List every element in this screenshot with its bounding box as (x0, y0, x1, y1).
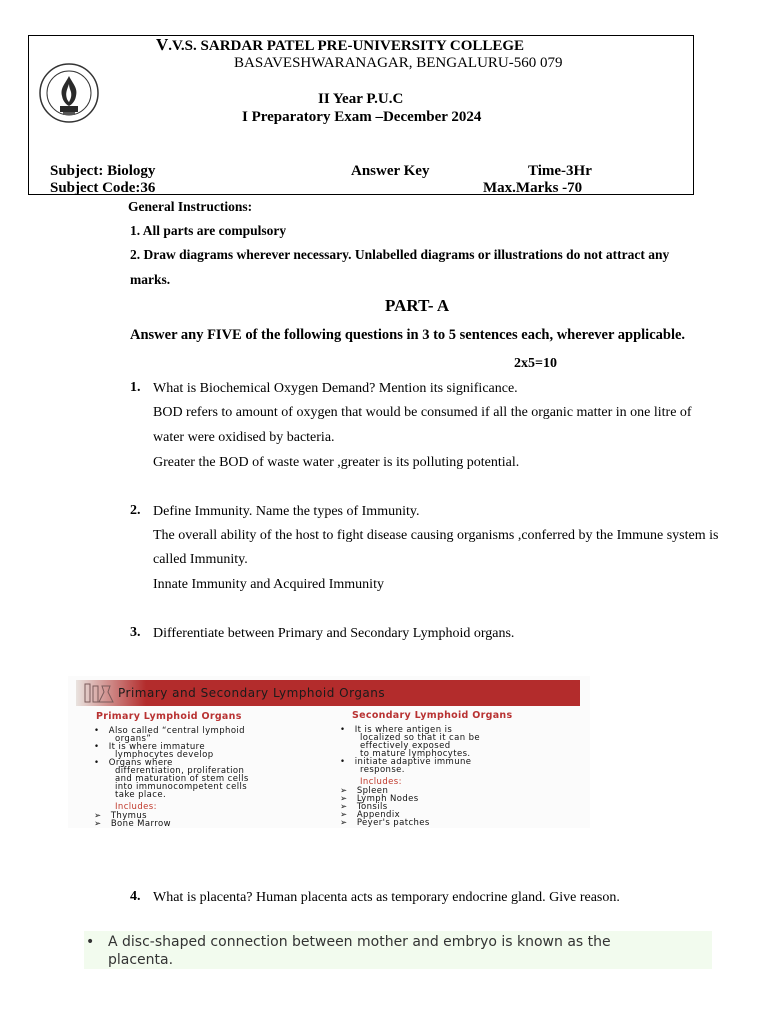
secondary-item: • It is where antigen is (340, 725, 453, 735)
instructions-title: General Instructions: (128, 199, 253, 214)
answer-4-bullet: • (86, 934, 95, 950)
max-marks-label: Max.Marks -70 (483, 180, 583, 196)
college-name: V.V.S. SARDAR PATEL PRE-UNIVERSITY COLLEGE (156, 35, 525, 54)
primary-include-item: ➢ Bone Marrow (94, 819, 171, 829)
answer-2-line-1: The overall ability of the host to fight disease causing organisms ,conferred by the Immune system is (153, 528, 719, 543)
secondary-includes-label: Includes: (360, 777, 402, 787)
secondary-organs-list (340, 726, 580, 827)
college-seal-logo (38, 62, 100, 124)
subject-label: Subject: Biology (50, 163, 156, 179)
secondary-organs-heading: Secondary Lymphoid Organs (352, 710, 513, 721)
secondary-include-item: ➢ Spleen (340, 786, 389, 796)
answer-4-line-2: placenta. (108, 952, 174, 968)
answer-2-line-3: Innate Immunity and Acquired Immunity (153, 577, 384, 592)
part-a-directive: Answer any FIVE of the following questions in 3 to 5 sentences each, wherever applicable. (130, 327, 686, 343)
answer-1-line-3: Greater the BOD of waste water ,greater is its polluting potential. (153, 455, 520, 470)
secondary-item: • initiate adaptive immune (340, 757, 472, 767)
instruction-item-2: 2. Draw diagrams wherever necessary. Unlabelled diagrams or illustrations do not attract any (130, 247, 670, 262)
question-3-text: Differentiate between Primary and Secondary Lymphoid organs. (153, 626, 515, 641)
part-a-title: PART- A (385, 296, 450, 315)
question-4-text: What is placenta? Human placenta acts as temporary endocrine gland. Give reason. (153, 890, 620, 905)
secondary-include-item: ➢ Appendix (340, 810, 401, 820)
primary-organs-heading: Primary Lymphoid Organs (96, 711, 242, 722)
primary-organs-list (94, 727, 334, 828)
answer-2-line-2: called Immunity. (153, 552, 248, 567)
answer-1-line-1: BOD refers to amount of oxygen that would be consumed if all the organic matter in one litre of (153, 405, 692, 420)
primary-includes-label: Includes: (115, 802, 157, 812)
diagram-title: Primary and Secondary Lymphoid Organs (118, 686, 386, 700)
secondary-include-item: ➢ Tonsils (340, 802, 388, 812)
question-3-number: 3. (130, 625, 141, 640)
primary-item: • It is where immature (94, 742, 205, 752)
course-year: II Year P.U.C (318, 91, 404, 107)
answer-4-line-1: A disc-shaped connection between mother and embryo is known as the (108, 934, 611, 950)
instruction-item-2-cont: marks. (130, 272, 171, 287)
answer-key-label: Answer Key (351, 163, 430, 179)
lab-glassware-icon (82, 682, 116, 704)
question-2-text: Define Immunity. Name the types of Immunity. (153, 504, 420, 519)
secondary-item: effectively exposed (360, 741, 451, 751)
instruction-item-1: 1. All parts are compulsory (130, 223, 287, 238)
time-label: Time-3Hr (528, 163, 592, 179)
primary-item: take place. (115, 790, 167, 800)
secondary-include-item: ➢ Lymph Nodes (340, 794, 419, 804)
question-2-number: 2. (130, 503, 141, 518)
primary-include-item: ➢ Thymus (94, 811, 147, 821)
secondary-item: to mature lymphocytes. (360, 749, 471, 759)
secondary-include-item: ➢ Peyer's patches (340, 818, 430, 828)
college-address: BASAVESHWARANAGAR, BENGALURU-560 079 (234, 55, 563, 71)
question-4-number: 4. (130, 889, 141, 904)
part-a-marks: 2x5=10 (514, 356, 557, 371)
question-1-text: What is Biochemical Oxygen Demand? Mention its significance. (153, 381, 518, 396)
exam-title: I Preparatory Exam –December 2024 (242, 109, 482, 125)
primary-item: into immunocompetent cells (115, 782, 248, 792)
lymphoid-organs-diagram (68, 676, 590, 828)
answer-1-line-2: water were oxidised by bacteria. (153, 430, 335, 445)
primary-item: • Organs where (94, 758, 173, 768)
primary-item: • Also called “central lymphoid (94, 726, 245, 736)
secondary-item: response. (360, 765, 405, 775)
primary-item: lymphocytes develop (115, 750, 214, 760)
question-1-number: 1. (130, 380, 141, 395)
secondary-item: localized so that it can be (360, 733, 481, 743)
primary-item: and maturation of stem cells (115, 774, 249, 784)
subject-code-label: Subject Code:36 (50, 180, 156, 196)
primary-item: organs” (115, 734, 152, 744)
primary-item: differentiation, proliferation (115, 766, 245, 776)
